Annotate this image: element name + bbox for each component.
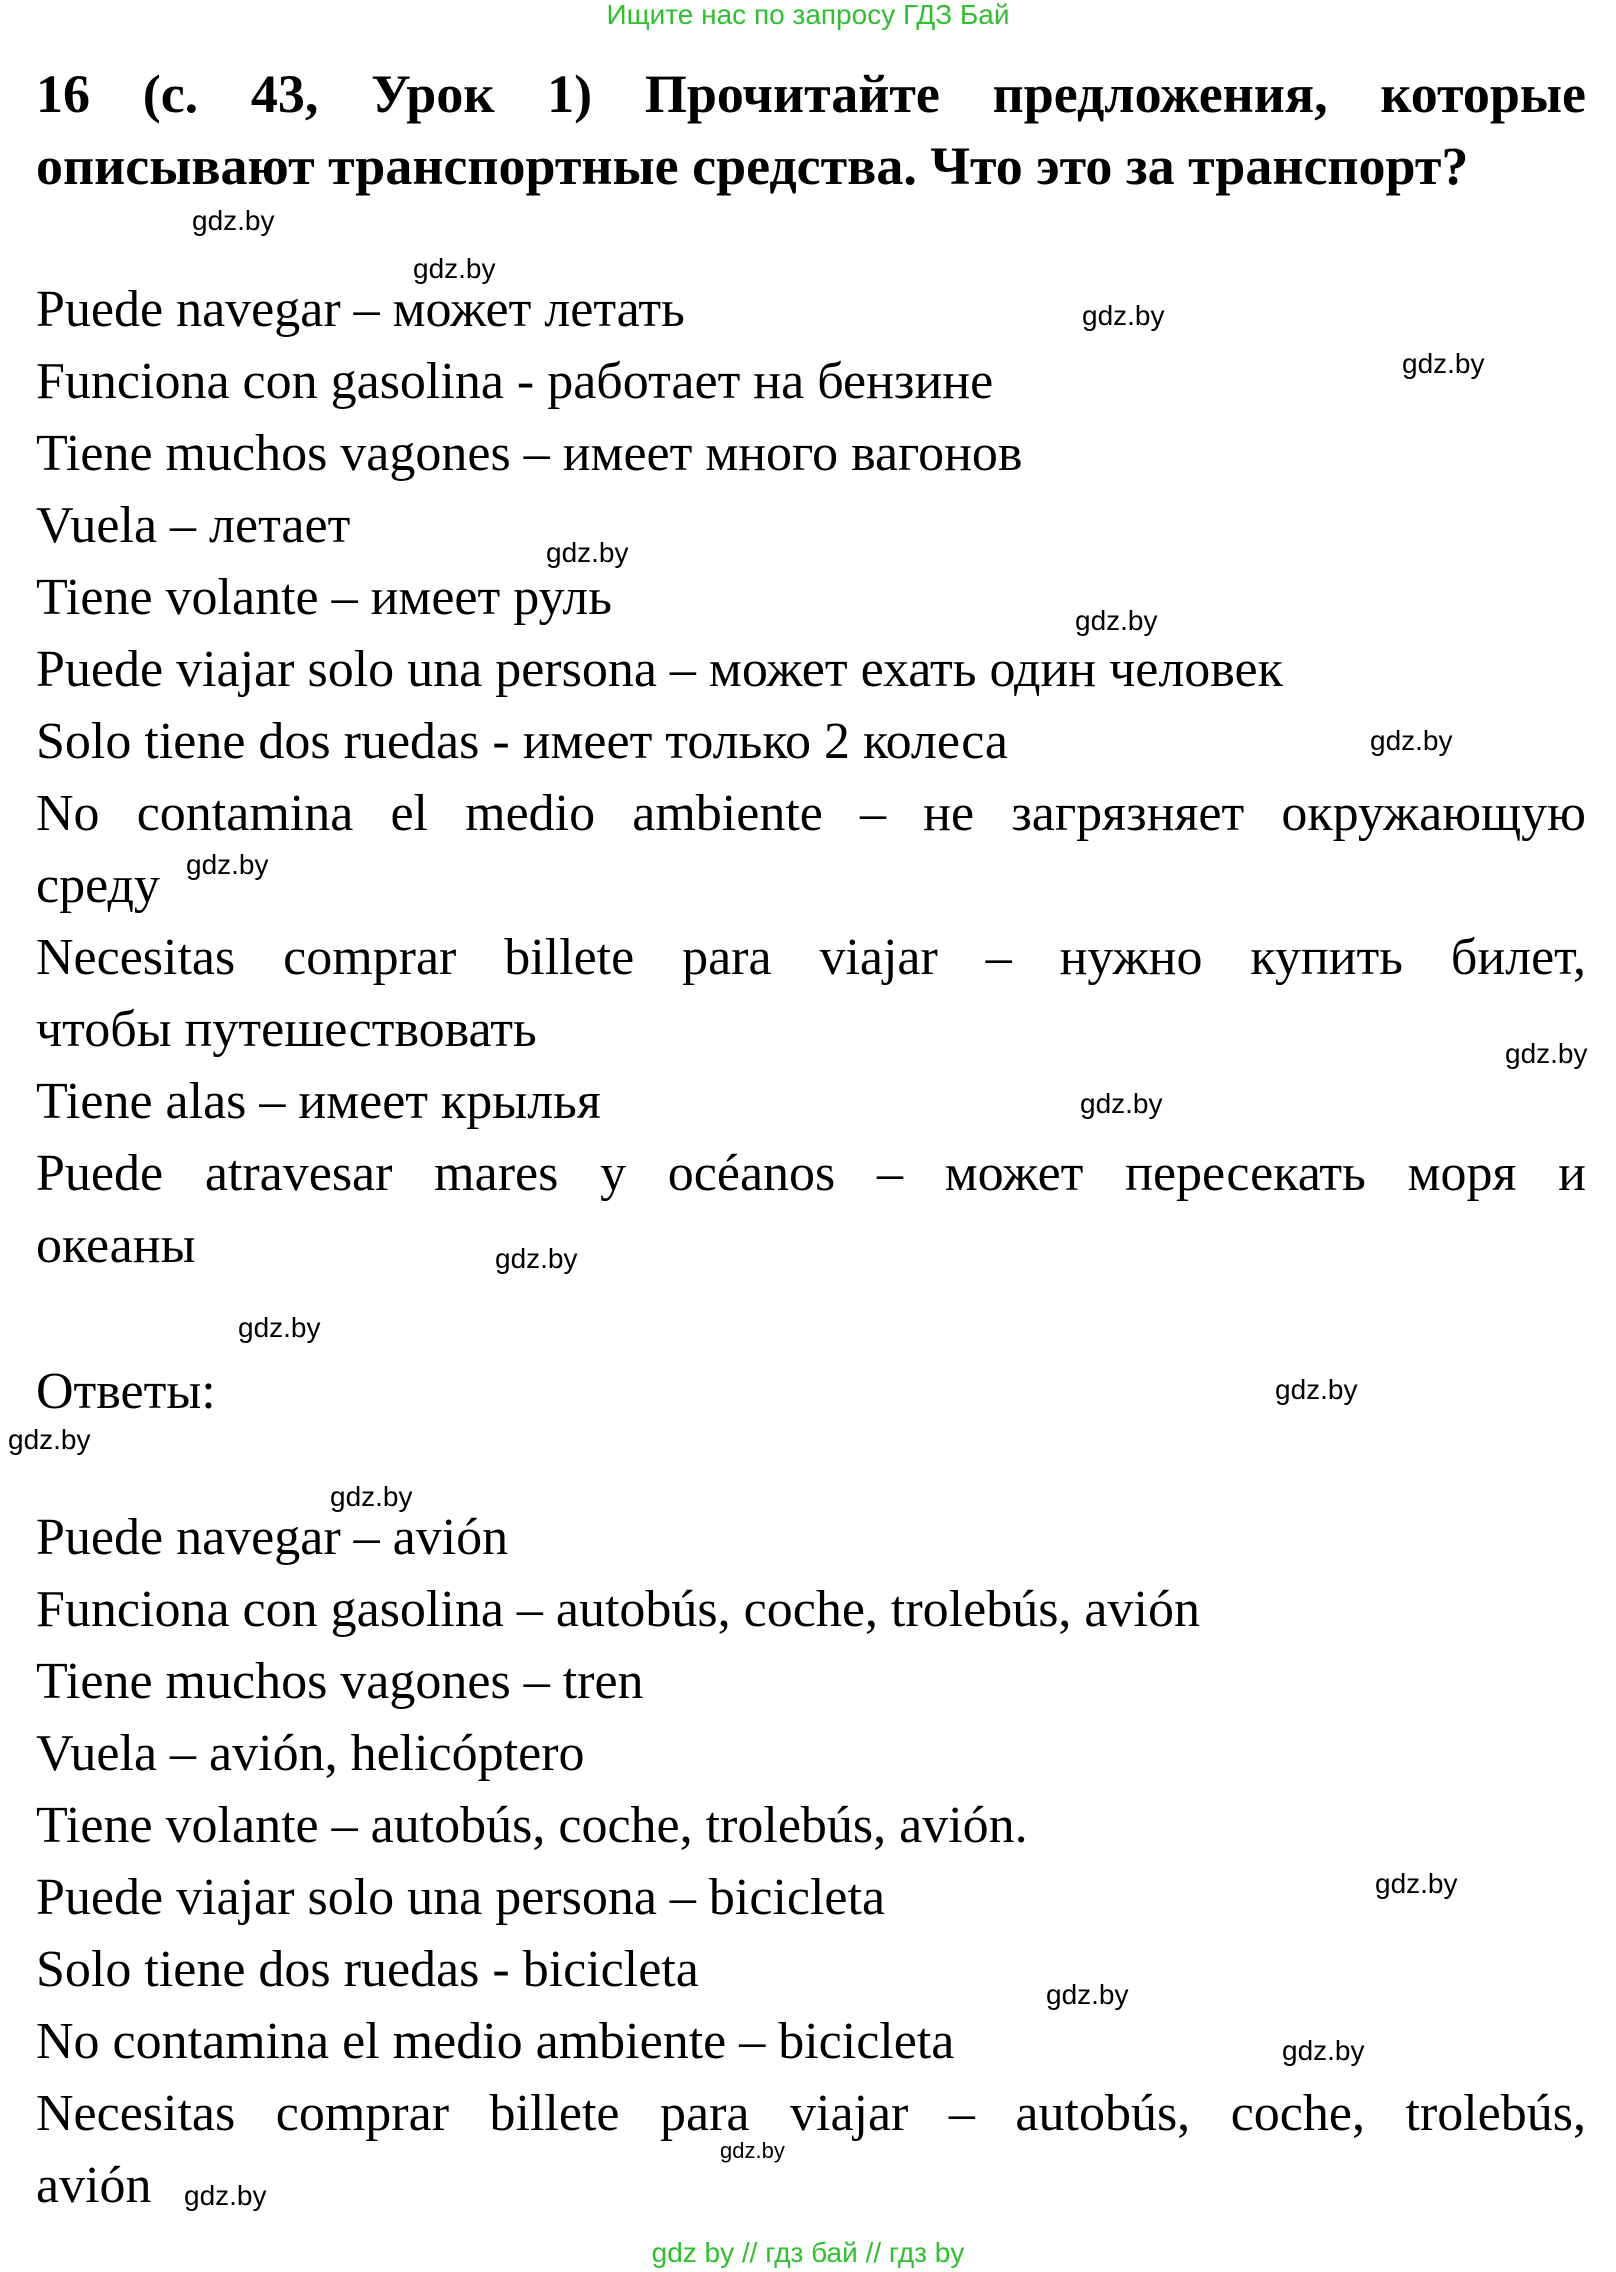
sentence-line: океаны (36, 1217, 196, 1274)
sentence-line: Tiene muchos vagones – имеет много вагонов (36, 425, 1023, 482)
answers-heading: Ответы: (36, 1363, 216, 1420)
task-title-line-2: описывают транспортные средства. Что это за транспорт? (36, 136, 1469, 196)
footer-links: gdz by // гдз бай // гдз by (651, 2237, 965, 2268)
answer-line: Tiene volante – autobús, coche, trolebús, avión. (36, 1797, 1028, 1854)
sentence-line: среду (36, 857, 160, 914)
watermark: gdz.by (495, 1243, 578, 1274)
watermark: gdz.by (1370, 725, 1453, 756)
watermark: gdz.by (1505, 1038, 1588, 1069)
task-title-line-1: 16 (с. 43, Урок 1) Прочитайте предложения, которые (36, 64, 1586, 124)
sentence-line: Funciona con gasolina - работает на бензине (36, 353, 994, 410)
sentence-line: Tiene volante – имеет руль (36, 569, 612, 626)
answer-line: Necesitas comprar billete para viajar – autobús, coche, trolebús, (36, 2085, 1586, 2142)
watermark: gdz.by (1375, 1868, 1458, 1899)
answer-line: No contamina el medio ambiente – bicicleta (36, 2013, 955, 2070)
answer-line: Tiene muchos vagones – tren (36, 1653, 644, 1710)
sentence-line: Puede viajar solo una persona – может ехать один человек (36, 641, 1283, 698)
watermark: gdz.by (330, 1481, 413, 1512)
sentence-line: чтобы путешествовать (36, 1001, 537, 1058)
task-title (36, 58, 1586, 202)
sentence-line: Tiene alas – имеет крылья (36, 1073, 601, 1130)
answer-line: Vuela – avión, helicóptero (36, 1725, 585, 1782)
watermark: gdz.by (546, 537, 629, 568)
answer-line: Puede viajar solo una persona – bicicleta (36, 1869, 886, 1926)
watermark: gdz.by (192, 205, 275, 236)
watermark: gdz.by (1282, 2035, 1365, 2066)
watermark: gdz.by (413, 253, 496, 284)
sentence-line: Vuela – летает (36, 497, 351, 554)
watermark: gdz.by (1075, 605, 1158, 636)
watermark: gdz.by (8, 1424, 91, 1455)
sentence-line: Puede atravesar mares y océanos – может пересекать моря и (36, 1145, 1586, 1202)
sentence-line: No contamina el medio ambiente – не загрязняет окружающую (36, 785, 1586, 842)
answer-line: Solo tiene dos ruedas - bicicleta (36, 1941, 699, 1998)
watermark: gdz.by (186, 849, 269, 880)
sentence-line: Necesitas comprar billete para viajar – нужно купить билет, (36, 929, 1586, 986)
watermark: gdz.by (1046, 1979, 1129, 2010)
watermark: gdz.by (720, 2138, 785, 2163)
sentence-line: Solo tiene dos ruedas - имеет только 2 колеса (36, 713, 1009, 770)
sentence-line: Puede navegar – может летать (36, 281, 685, 338)
watermark: gdz.by (1275, 1374, 1358, 1405)
watermark: gdz.by (1082, 300, 1165, 331)
watermark: gdz.by (184, 2180, 267, 2211)
watermark: gdz.by (238, 1312, 321, 1343)
answer-line: Funciona con gasolina – autobús, coche, trolebús, avión (36, 1581, 1200, 1638)
watermark: gdz.by (1080, 1088, 1163, 1119)
watermark: gdz.by (1402, 348, 1485, 379)
answer-line: Puede navegar – avión (36, 1509, 509, 1566)
answer-line: avión (36, 2157, 152, 2214)
top-banner: Ищите нас по запросу ГДЗ Бай (606, 0, 1010, 30)
